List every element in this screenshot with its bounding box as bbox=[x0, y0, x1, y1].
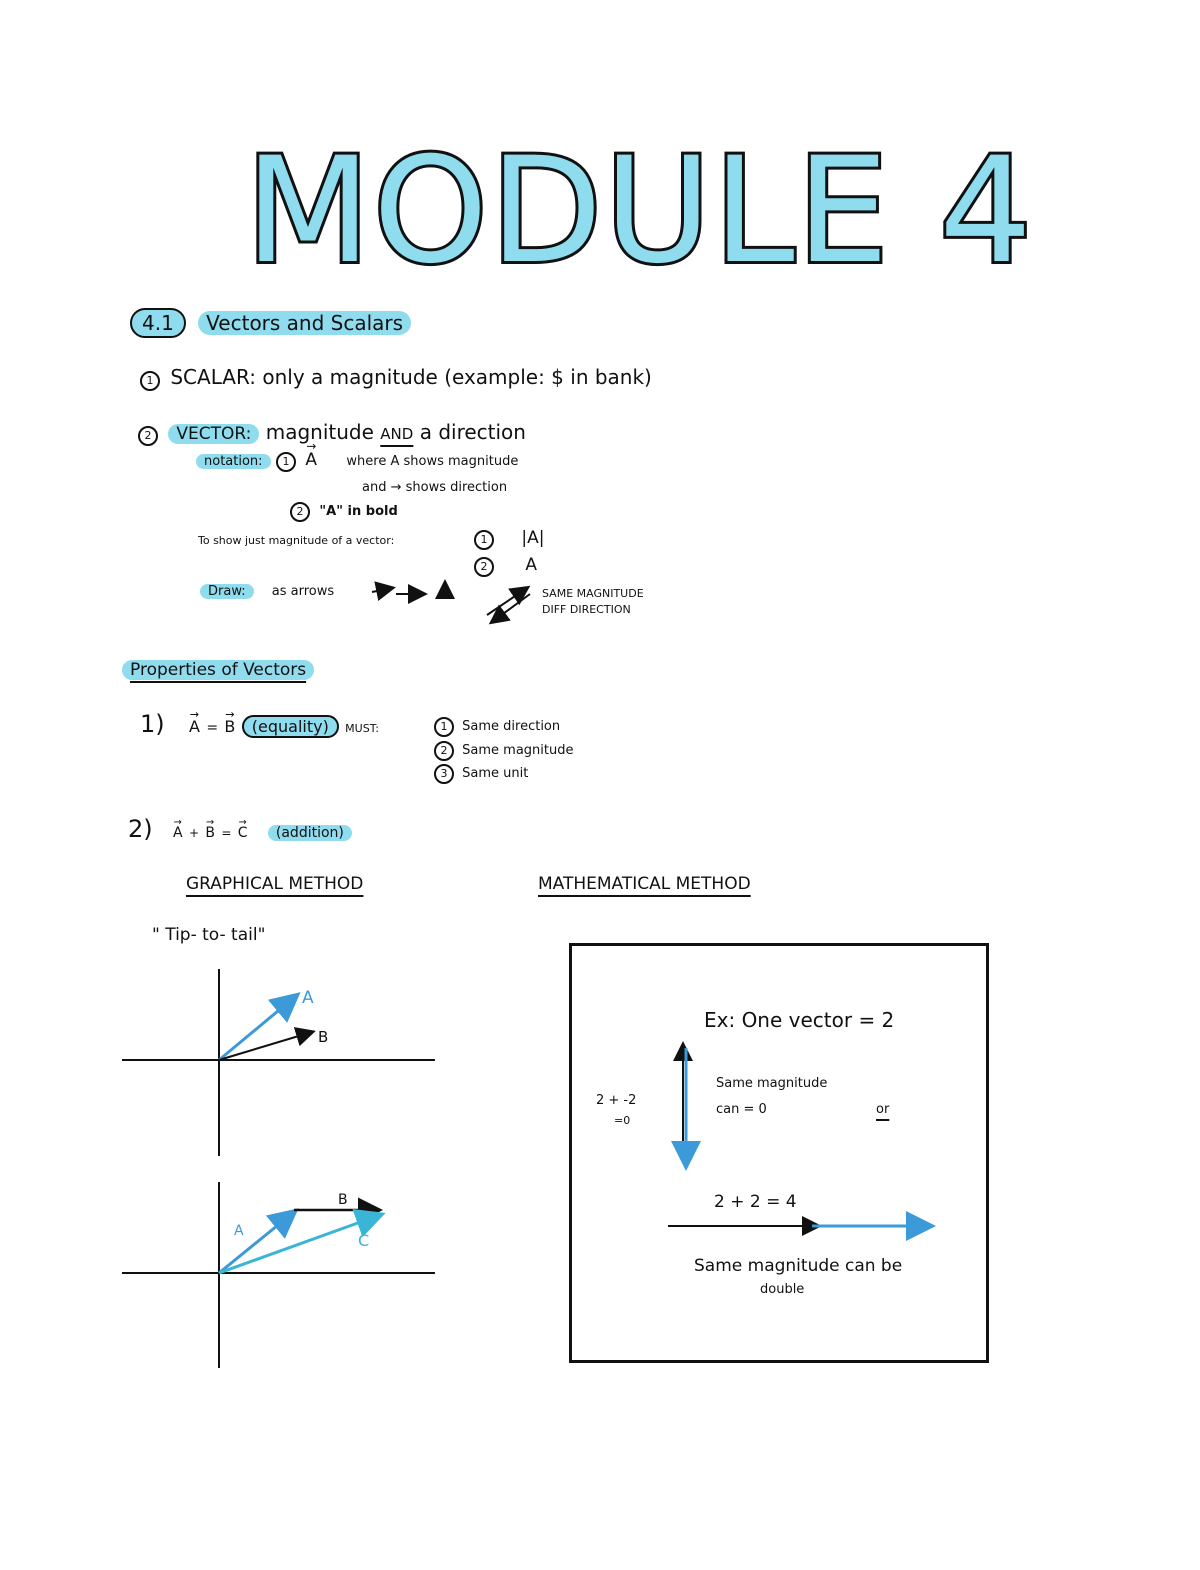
math-sum-eq: 2 + 2 = 4 bbox=[714, 1192, 797, 1212]
graph-1 bbox=[122, 969, 435, 1156]
draw-label: Draw: bbox=[200, 584, 254, 599]
math-drawings bbox=[668, 1045, 930, 1226]
section-number: 4.1 bbox=[130, 308, 186, 338]
m2-index: 2 bbox=[474, 557, 494, 577]
graphical-heading: GRAPHICAL METHOD bbox=[186, 874, 364, 894]
graph-2-label-c: C bbox=[358, 1231, 370, 1250]
page-title: MODULE 4 bbox=[245, 126, 1035, 296]
p1-rhs: → B bbox=[224, 717, 235, 736]
m1-text: |A| bbox=[521, 528, 545, 548]
n1-symbol: → A bbox=[305, 450, 317, 470]
vector-and: AND bbox=[380, 425, 414, 443]
graph-1-label-a: A bbox=[302, 988, 314, 1008]
property-2: 2) → A + → B = → C (addition) bbox=[128, 815, 352, 843]
vector-text-a: magnitude bbox=[265, 420, 374, 444]
p1-item-3-text: Same unit bbox=[462, 766, 529, 781]
p2-b: → B bbox=[205, 825, 215, 841]
diff-direction-note: DIFF DIRECTION bbox=[542, 603, 631, 616]
graph-1-label-b: B bbox=[318, 1028, 329, 1046]
same-magnitude-note: SAME MAGNITUDE bbox=[542, 587, 644, 600]
graph-1-vector-a bbox=[219, 996, 296, 1060]
p1-item-2-text: Same magnitude bbox=[462, 743, 574, 758]
p1-num: 1) bbox=[140, 710, 165, 738]
p2-a: → A bbox=[173, 825, 183, 841]
graph-2-label-b: B bbox=[338, 1192, 348, 1208]
draw-text: as arrows bbox=[271, 584, 335, 599]
math-same-mag-1: Same magnitude bbox=[716, 1076, 828, 1091]
m2-text: A bbox=[525, 555, 538, 575]
math-or: or bbox=[876, 1102, 890, 1117]
scalar-text: only a magnitude (example: $ in bank) bbox=[262, 365, 652, 389]
p1-item-3-index: 3 bbox=[434, 764, 454, 784]
p2-c: → C bbox=[238, 825, 248, 841]
section-heading: Vectors and Scalars bbox=[198, 311, 411, 335]
vector-text-b: a direction bbox=[419, 420, 526, 444]
math-caption-1: Same magnitude can be bbox=[694, 1256, 903, 1276]
p2-num: 2) bbox=[128, 815, 153, 843]
property-1: 1) → A = → B (equality) MUST: bbox=[140, 710, 379, 738]
vector-index: 2 bbox=[138, 426, 158, 446]
math-left-eq-2: =0 bbox=[614, 1114, 631, 1127]
graph-1-vector-b bbox=[219, 1032, 312, 1060]
p1-item-2-index: 2 bbox=[434, 741, 454, 761]
n1-index: 1 bbox=[276, 452, 296, 472]
graphical-subtitle: " Tip- to- tail" bbox=[152, 925, 266, 945]
p2-name: (addition) bbox=[268, 825, 352, 841]
draw-arrows-sketch bbox=[372, 583, 530, 622]
p1-must: MUST: bbox=[345, 722, 379, 735]
graph-2 bbox=[122, 1182, 435, 1368]
graph-2-label-a: A bbox=[234, 1223, 244, 1239]
p1-name: (equality) bbox=[242, 715, 339, 738]
scalar-label: SCALAR: bbox=[170, 365, 257, 389]
math-same-mag-2: can = 0 bbox=[716, 1102, 767, 1117]
magnitude-label: To show just magnitude of a vector: bbox=[198, 534, 395, 547]
math-example: Ex: One vector = 2 bbox=[704, 1008, 895, 1032]
n1-line1: where A shows magnitude bbox=[346, 454, 519, 469]
scalar-index: 1 bbox=[140, 371, 160, 391]
math-left-eq-1: 2 + -2 bbox=[596, 1093, 637, 1108]
p1-item-1-text: Same direction bbox=[462, 719, 561, 734]
notation-label: notation: bbox=[196, 454, 271, 469]
m1-index: 1 bbox=[474, 530, 494, 550]
n2-text: "A" in bold bbox=[319, 504, 398, 519]
p1-item-1-index: 1 bbox=[434, 717, 454, 737]
mathematical-heading: MATHEMATICAL METHOD bbox=[538, 874, 751, 894]
n1-line2: and → shows direction bbox=[362, 480, 508, 495]
p1-lhs: → A bbox=[189, 717, 200, 736]
graph-2-vector-a bbox=[219, 1212, 294, 1273]
math-caption-2: double bbox=[760, 1282, 805, 1297]
n2-index: 2 bbox=[290, 502, 310, 522]
vector-label: VECTOR: bbox=[168, 424, 259, 444]
properties-heading: Properties of Vectors bbox=[122, 660, 314, 680]
